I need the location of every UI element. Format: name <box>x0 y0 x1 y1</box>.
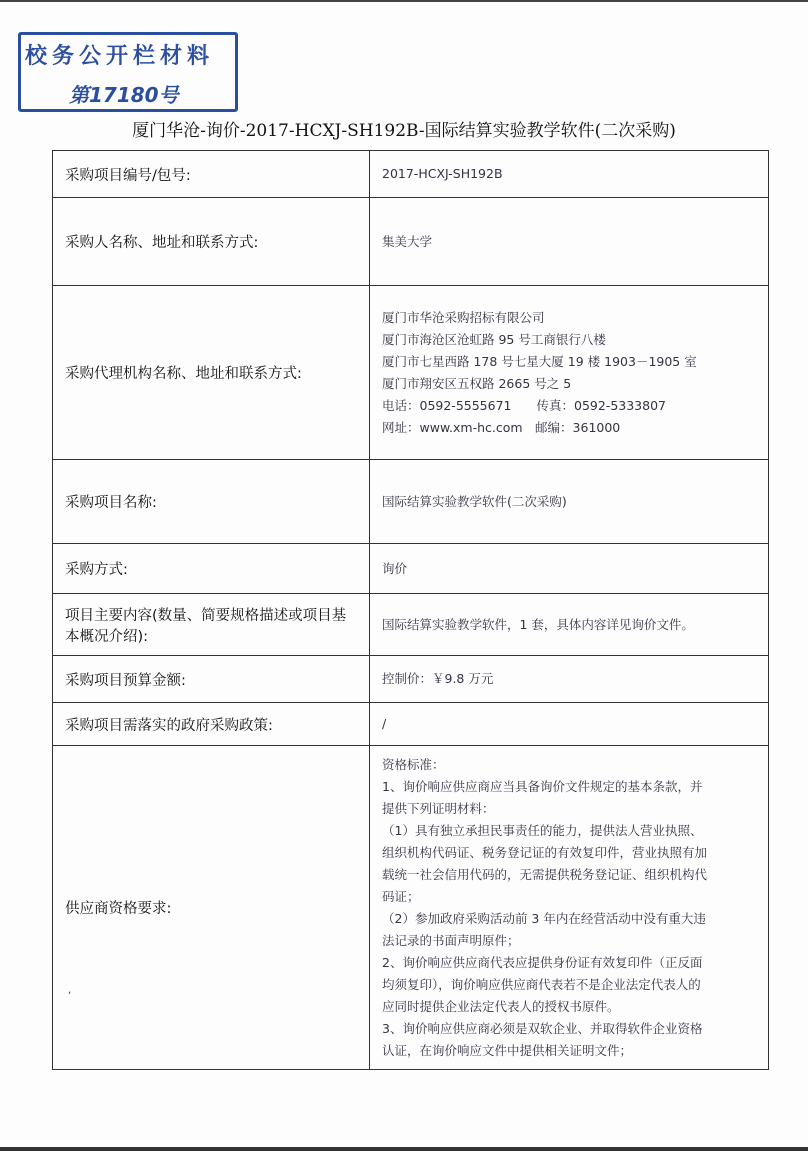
value-line: 资格标准： <box>382 756 445 772</box>
row-value <box>370 151 769 198</box>
row-label: 供应商资格要求: <box>53 746 370 1070</box>
stamp-line2: 第17180号 <box>69 83 179 107</box>
row-value <box>370 460 769 544</box>
table-row <box>53 460 769 544</box>
procurement-table <box>52 150 769 1070</box>
value-line: 询价 <box>382 560 408 576</box>
value-line: 法记录的书面声明原件； <box>382 932 520 948</box>
value-line: 电话：0592-5555671 传真：0592-5333807 <box>382 397 666 413</box>
row-label: 采购项目需落实的政府采购政策: <box>53 703 370 746</box>
row-label: 采购项目编号/包号: <box>53 151 370 198</box>
value-line: （1）具有独立承担民事责任的能力，提供法人营业执照、 <box>382 822 703 838</box>
archive-stamp <box>18 32 238 112</box>
document-title: 厦门华沧-询价-2017-HCXJ-SH192B-国际结算实验教学软件(二次采购) <box>132 121 676 141</box>
row-value <box>370 746 769 1070</box>
value-line: 厦门市七星西路 178 号七星大厦 19 楼 1903－1905 室 <box>382 353 697 369</box>
value-line: 厦门市海沧区沧虹路 95 号工商银行八楼 <box>382 331 606 347</box>
value-line: 应同时提供企业法定代表人的授权书原件。 <box>382 998 620 1014</box>
row-value <box>370 594 769 656</box>
row-label: 采购人名称、地址和联系方式: <box>53 198 370 286</box>
stamp-line1: 校务公开栏材料 <box>25 44 215 69</box>
row-label: 采购代理机构名称、地址和联系方式: <box>53 286 370 460</box>
value-line: 3、询价响应供应商必须是双软企业、并取得软件企业资格 <box>382 1020 703 1036</box>
table-row <box>53 544 769 594</box>
value-line: 国际结算实验教学软件(二次采购) <box>382 493 567 509</box>
value-line: 提供下列证明材料： <box>382 800 495 816</box>
value-line: 2017-HCXJ-SH192B <box>382 166 503 181</box>
table-row <box>53 703 769 746</box>
value-line: 1、询价响应供应商应当具备询价文件规定的基本条款，并 <box>382 778 703 794</box>
value-line: 均须复印），询价响应供应商代表若不是企业法定代表人的 <box>382 976 701 992</box>
table-row <box>53 151 769 198</box>
value-line: 集美大学 <box>382 233 433 249</box>
value-line: （2）参加政府采购活动前 3 年内在经营活动中没有重大违 <box>382 910 706 926</box>
row-value <box>370 703 769 746</box>
row-label: 采购方式: <box>53 544 370 594</box>
table-row <box>53 656 769 703</box>
value-line: 厦门市翔安区五权路 2665 号之 5 <box>382 375 572 391</box>
value-line: 载统一社会信用代码的，无需提供税务登记证、组织机构代 <box>382 866 708 882</box>
row-value <box>370 198 769 286</box>
row-label: 采购项目预算金额: <box>53 656 370 703</box>
value-line: 控制价：￥9.8 万元 <box>382 671 494 686</box>
value-line: 组织机构代码证、税务登记证的有效复印件，营业执照有加 <box>382 844 708 860</box>
table-row <box>53 198 769 286</box>
value-line: 厦门市华沧采购招标有限公司 <box>382 309 545 325</box>
value-line: 网址：www.xm-hc.com 邮编：361000 <box>382 419 621 435</box>
row-value <box>370 656 769 703</box>
scan-edge-bottom <box>0 1147 808 1151</box>
value-line: 2、询价响应供应商代表应提供身份证有效复印件（正反面 <box>382 954 703 970</box>
table-row <box>53 746 769 1070</box>
value-line: 国际结算实验教学软件，1 套，具体内容详见询价文件。 <box>382 616 694 632</box>
row-value <box>370 286 769 460</box>
value-line: 认证，在询价响应文件中提供相关证明文件； <box>382 1042 633 1058</box>
value-line: / <box>382 716 387 731</box>
table-row <box>53 286 769 460</box>
value-line: 码证； <box>382 888 420 904</box>
row-label: 采购项目名称: <box>53 460 370 544</box>
row-label: 项目主要内容(数量、简要规格描述或项目基本概况介绍): <box>53 594 370 656</box>
scan-edge <box>0 0 808 2</box>
row-value <box>370 544 769 594</box>
table-row <box>53 594 769 656</box>
scan-mark: , <box>68 985 72 996</box>
